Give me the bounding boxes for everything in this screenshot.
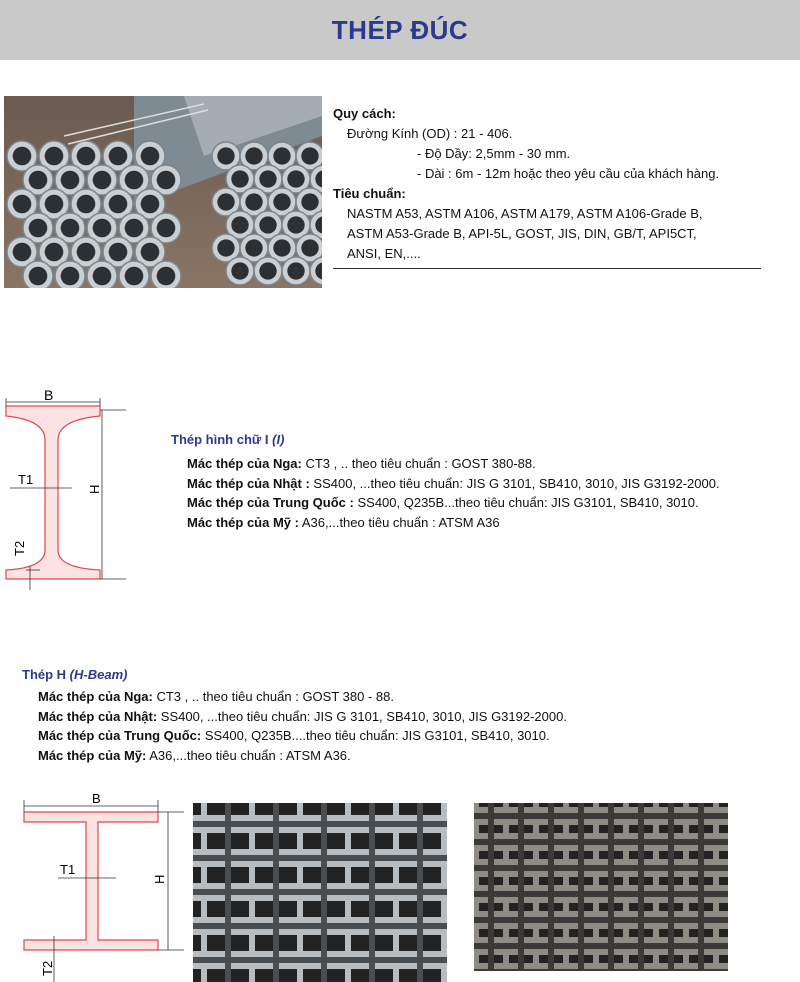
dim-label-t1: T1 <box>60 862 76 877</box>
spec-label-tieu-chuan: Tiêu chuẩn: <box>333 186 406 201</box>
dim-label-h: H <box>152 874 167 884</box>
spec-standard-line: NASTM A53, ASTM A106, ASTM A179, ASTM A106-Grade B, <box>347 206 703 221</box>
page-banner <box>0 0 800 60</box>
grade-row: Mác thép của Mỹ: A36,...theo tiêu chuẩn : ATSM A36. <box>38 747 351 763</box>
dim-label-t1: T1 <box>18 472 34 487</box>
steel-pipes-photo <box>4 96 322 288</box>
grade-row: Mác thép của Nga: CT3 , .. theo tiêu chuẩn : GOST 380-88. <box>187 456 536 471</box>
grade-row: Mác thép của Nhật : SS400, ...theo tiêu chuẩn: JIS G 3101, SB410, 3010, JIS G3192-2000. <box>187 475 720 491</box>
pipe-specification <box>333 104 763 269</box>
h-beam-grades <box>38 687 567 765</box>
grade-row: Mác thép của Mỹ : A36,...theo tiêu chuẩn : ATSM A36 <box>187 514 500 530</box>
h-beam-diagram <box>18 786 188 982</box>
grade-row: Mác thép của Trung Quốc: SS400, Q235B....theo tiêu chuẩn: JIS G3101, SB410, 3010. <box>38 728 550 743</box>
i-beam-title: Thép hình chữ I (I) <box>171 432 285 447</box>
spec-length: - Dài : 6m - 12m hoặc theo yêu cầu của khách hàng. <box>417 166 720 181</box>
dim-label-b: B <box>44 387 54 403</box>
h-beam-stack-photo-1 <box>193 803 447 982</box>
spec-standard-line: ANSI, EN,.... <box>347 246 421 261</box>
grade-row: Mác thép của Nga: CT3 , .. theo tiêu chuẩn : GOST 380 - 88. <box>38 689 394 704</box>
dim-label-h: H <box>87 484 102 494</box>
grade-row: Mác thép của Nhật: SS400, ...theo tiêu chuẩn: JIS G 3101, SB410, 3010, JIS G3192-2000. <box>38 708 567 724</box>
dim-label-t2: T2 <box>40 960 55 976</box>
spec-label-quy-cach: Quy cách: <box>333 106 396 121</box>
divider <box>333 268 761 269</box>
i-beam-diagram <box>0 380 130 595</box>
spec-outer-diameter: Đường Kính (OD) : 21 - 406. <box>347 126 513 141</box>
spec-standard-line: ASTM A53-Grade B, API-5L, GOST, JIS, DIN, GB/T, API5CT, <box>347 226 697 241</box>
dim-label-b: B <box>92 791 101 806</box>
i-beam-grades <box>187 454 720 532</box>
h-beam-title: Thép H (H-Beam) <box>22 667 128 682</box>
h-beam-stack-photo-2 <box>474 803 728 971</box>
spec-thickness: - Độ Dầy: 2,5mm - 30 mm. <box>417 146 571 161</box>
grade-row: Mác thép của Trung Quốc : SS400, Q235B...theo tiêu chuẩn: JIS G3101, SB410, 3010. <box>187 495 699 510</box>
page-title: THÉP ĐÚC <box>331 14 469 45</box>
dim-label-t2: T2 <box>12 540 27 556</box>
